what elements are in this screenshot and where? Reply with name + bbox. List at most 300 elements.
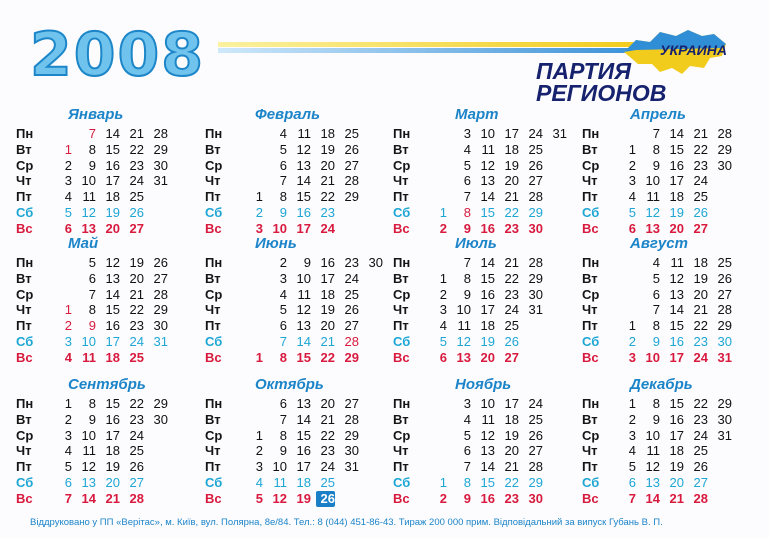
day-number: 8 [652,141,660,157]
day-number: 24 [129,427,144,443]
day-number: 12 [272,490,287,506]
day-number: 15 [296,349,311,365]
day-number: 6 [279,157,287,173]
day-number: 6 [628,475,636,490]
day-number: 1 [255,427,263,443]
weekday-label: Сб [582,205,600,220]
day-number: 5 [64,459,72,475]
day-number: 27 [528,443,543,459]
week-row [16,189,206,205]
week-row [16,334,206,350]
week-row [393,443,583,459]
weekday-label: Сб [393,205,411,220]
day-number: 16 [296,205,311,220]
day-number: 31 [552,126,567,141]
day-number: 28 [129,490,144,506]
day-number: 11 [670,255,684,270]
day-number: 10 [81,173,96,189]
day-number: 26 [316,491,335,507]
day-number: 17 [105,427,120,443]
day-number: 29 [717,141,732,157]
day-number: 6 [64,220,72,236]
day-number: 13 [296,318,311,334]
day-number: 8 [279,427,287,443]
day-number: 3 [64,427,72,443]
day-number: 29 [153,396,168,411]
day-number: 8 [652,396,660,411]
day-number: 7 [279,334,287,349]
day-number: 6 [64,475,72,490]
day-number: 7 [88,286,96,302]
week-row [16,459,206,475]
day-number: 20 [105,220,120,236]
day-number: 19 [320,302,335,318]
weekday-label: Вс [393,220,410,236]
day-number: 21 [504,189,519,205]
weekday-label: Сб [393,475,411,490]
day-number: 22 [693,141,708,157]
month-block [582,376,769,506]
month-block [16,235,206,365]
day-number: 21 [129,126,144,141]
week-row [582,428,769,444]
day-number: 27 [344,318,359,334]
day-number: 31 [717,427,732,443]
day-number: 4 [64,349,72,365]
day-number: 16 [480,490,495,506]
month-name: Май [68,235,99,252]
day-number: 24 [504,302,519,318]
day-number: 20 [480,349,495,365]
day-number: 1 [64,302,72,318]
week-row [393,271,583,287]
weekday-label: Вс [16,349,33,365]
weekday-label: Сб [205,334,223,349]
day-number: 9 [88,318,96,334]
day-number: 18 [504,411,519,427]
day-number: 19 [504,427,519,443]
day-number: 22 [504,475,519,490]
day-number: 30 [153,411,168,427]
day-number: 27 [693,220,708,236]
day-number: 4 [628,189,636,205]
day-number: 1 [628,396,636,411]
weekday-label: Вс [393,490,410,506]
day-number: 26 [693,459,708,475]
day-number: 12 [296,302,311,318]
day-number: 10 [81,427,96,443]
week-row [205,255,395,271]
day-number: 11 [82,443,96,459]
weekday-label: Вт [582,270,598,286]
weekday-label: Ср [205,157,223,173]
day-number: 12 [105,255,120,270]
day-number: 20 [320,318,335,334]
day-number: 26 [129,459,144,475]
month-block [393,376,583,506]
day-number: 17 [669,427,684,443]
weekday-label: Чт [205,302,221,318]
party-logo-text [536,60,666,104]
day-number: 19 [105,459,120,475]
weekday-label: Ср [205,286,223,302]
day-number: 21 [504,459,519,475]
day-number: 16 [320,255,335,270]
day-number: 3 [64,173,72,189]
day-number: 11 [297,286,311,302]
week-row [582,287,769,303]
day-number: 25 [344,126,359,141]
day-number: 26 [528,427,543,443]
week-row [16,475,206,491]
day-number: 2 [439,220,447,236]
weekday-label: Вс [205,490,222,506]
day-number: 9 [88,157,96,173]
day-number: 12 [456,334,471,349]
week-row [16,491,206,507]
weekday-label: Вс [205,349,222,365]
day-number: 29 [344,189,359,205]
day-number: 15 [480,475,495,490]
day-number: 19 [669,459,684,475]
weekday-label: Сб [205,205,223,220]
weekday-label: Пт [582,459,598,475]
print-info-footer: Віддруковано у ПП «Верітас», м. Київ, вул. Полярна, 8е/84. Тел.: 8 (044) 451-86-43. Тираж 200 000 прим. Відповідальний за випуск Губань В. П. [30,517,663,528]
weekday-label: Вт [582,411,598,427]
day-number: 7 [628,490,636,506]
party-name-line1: ПАРТИЯ [536,58,631,84]
month-block [582,235,769,365]
day-number: 18 [669,443,684,459]
day-number: 18 [320,286,335,302]
day-number: 17 [105,334,120,349]
day-number: 7 [652,126,660,141]
week-row [393,255,583,271]
day-number: 9 [463,490,471,506]
day-number: 4 [279,286,287,302]
weekday-label: Пт [205,189,221,205]
week-row [205,126,395,142]
day-number: 17 [296,220,311,236]
week-row [582,475,769,491]
week-row [393,126,583,142]
day-number: 11 [297,126,311,141]
day-number: 8 [88,302,96,318]
day-number: 27 [717,286,732,302]
day-number: 26 [528,157,543,173]
day-number: 23 [693,411,708,427]
day-number: 19 [504,157,519,173]
weekday-label: Вт [16,270,32,286]
day-number: 12 [480,427,495,443]
day-number: 15 [296,189,311,205]
day-number: 14 [480,459,495,475]
day-number: 25 [129,443,144,459]
day-number: 28 [344,411,359,427]
day-number: 24 [693,349,708,365]
day-number: 2 [439,490,447,506]
week-row [205,158,395,174]
day-number: 27 [504,349,519,365]
weekday-label: Пт [393,189,409,205]
day-number: 13 [480,173,495,189]
day-number: 18 [669,189,684,205]
week-row [582,255,769,271]
day-number: 16 [105,157,120,173]
day-number: 17 [320,270,335,286]
day-number: 12 [81,205,96,220]
week-row [393,428,583,444]
day-number: 28 [717,302,732,318]
day-number: 9 [88,411,96,427]
month-block [16,106,206,236]
day-number: 28 [344,173,359,189]
day-number: 25 [528,141,543,157]
day-number: 13 [669,286,684,302]
day-number: 20 [669,475,684,490]
weekday-label: Вс [582,490,599,506]
day-number: 20 [693,286,708,302]
day-number: 8 [279,189,287,205]
weekday-label: Чт [16,302,32,318]
weekday-label: Вс [582,220,599,236]
day-number: 16 [669,411,684,427]
day-number: 24 [693,427,708,443]
weekday-label: Чт [16,443,32,459]
day-number: 4 [64,443,72,459]
day-number: 10 [272,459,287,475]
weekday-label: Пт [205,318,221,334]
day-number: 25 [717,255,732,270]
day-number: 6 [88,270,96,286]
day-number: 20 [669,220,684,236]
weekday-label: Пн [16,396,34,411]
day-number: 5 [628,459,636,475]
week-row [16,271,206,287]
day-number: 22 [129,396,144,411]
weekday-label: Ср [16,427,34,443]
week-row [582,142,769,158]
weekday-label: Ср [16,286,34,302]
month-name: Апрель [630,106,686,123]
day-number: 13 [480,443,495,459]
day-number: 4 [463,141,471,157]
day-number: 15 [105,396,120,411]
day-number: 2 [64,157,72,173]
day-number: 29 [153,302,168,318]
day-number: 12 [669,270,684,286]
day-number: 13 [645,475,660,490]
day-number: 10 [456,302,471,318]
day-number: 5 [88,255,96,270]
day-number: 24 [344,270,359,286]
day-number: 24 [528,126,543,141]
day-number: 11 [457,318,471,334]
week-row [205,459,395,475]
week-row [16,350,206,366]
week-row [393,334,583,350]
week-row [205,396,395,412]
week-row [16,205,206,221]
weekday-label: Ср [393,286,411,302]
day-number: 5 [279,141,287,157]
day-number: 24 [528,396,543,411]
day-number: 26 [129,205,144,220]
day-number: 3 [439,302,447,318]
weekday-label: Сб [16,475,34,490]
week-row [16,428,206,444]
month-name: Август [630,235,688,252]
week-row [393,475,583,491]
day-number: 13 [81,475,96,490]
day-number: 22 [693,396,708,411]
day-number: 21 [320,173,335,189]
day-number: 2 [628,157,636,173]
day-number: 3 [463,396,471,411]
day-number: 20 [320,396,335,411]
day-number: 2 [628,411,636,427]
week-row [205,350,395,366]
week-row [582,302,769,318]
day-number: 7 [463,189,471,205]
day-number: 10 [272,220,287,236]
week-row [16,126,206,142]
day-number: 15 [669,141,684,157]
day-number: 11 [481,141,495,157]
day-number: 9 [279,205,287,220]
day-number: 1 [64,141,72,157]
month-block [582,106,769,236]
day-number: 23 [504,220,519,236]
weekday-label: Вт [582,141,598,157]
day-number: 8 [463,475,471,490]
week-row [582,412,769,428]
day-number: 9 [303,255,311,270]
day-number: 24 [129,173,144,189]
day-number: 17 [669,349,684,365]
day-number: 22 [320,349,335,365]
day-number: 29 [717,396,732,411]
month-name: Июль [455,235,497,252]
weekday-label: Вс [205,220,222,236]
week-row [393,350,583,366]
year-title: 2008 [30,20,205,90]
day-number: 26 [153,255,168,270]
day-number: 2 [255,205,263,220]
day-number: 14 [296,173,311,189]
day-number: 12 [480,157,495,173]
day-number: 11 [82,189,96,205]
day-number: 15 [480,270,495,286]
weekday-label: Вт [205,411,221,427]
day-number: 18 [296,475,311,490]
day-number: 16 [480,220,495,236]
day-number: 14 [296,411,311,427]
day-number: 28 [153,126,168,141]
day-number: 23 [504,286,519,302]
week-row [393,318,583,334]
week-row [205,287,395,303]
weekday-label: Чт [582,443,598,459]
day-number: 28 [693,490,708,506]
day-number: 21 [320,411,335,427]
week-row [205,491,395,507]
weekday-label: Ср [393,427,411,443]
day-number: 23 [320,205,335,220]
day-number: 29 [528,205,543,220]
weekday-label: Пн [16,255,34,270]
weekday-label: Пн [205,126,223,141]
week-row [205,475,395,491]
weekday-label: Пт [393,459,409,475]
day-number: 18 [105,349,120,365]
day-number: 28 [528,189,543,205]
weekday-label: Вт [393,411,409,427]
day-number: 25 [528,411,543,427]
month-block [16,376,206,506]
day-number: 5 [463,427,471,443]
weekday-label: Сб [393,334,411,349]
day-number: 5 [652,270,660,286]
day-number: 22 [320,189,335,205]
week-row [205,142,395,158]
weekday-label: Вт [16,141,32,157]
day-number: 26 [693,205,708,220]
day-number: 30 [368,255,383,270]
day-number: 18 [504,141,519,157]
day-number: 7 [279,173,287,189]
day-number: 15 [296,427,311,443]
day-number: 25 [693,443,708,459]
week-row [205,334,395,350]
day-number: 1 [439,475,447,490]
day-number: 14 [669,126,684,141]
weekday-label: Чт [205,443,221,459]
weekday-label: Вт [393,141,409,157]
day-number: 18 [105,443,120,459]
week-row [393,189,583,205]
weekday-label: Сб [16,205,34,220]
month-block [393,235,583,365]
day-number: 3 [463,126,471,141]
week-row [582,205,769,221]
week-row [205,428,395,444]
weekday-label: Пт [16,459,32,475]
day-number: 25 [320,475,335,490]
month-block [393,106,583,236]
week-row [393,302,583,318]
day-number: 17 [504,126,519,141]
day-number: 6 [439,349,447,365]
week-row [393,287,583,303]
weekday-label: Вт [16,411,32,427]
day-number: 1 [255,189,263,205]
day-number: 1 [628,318,636,334]
day-number: 18 [693,255,708,270]
month-name: Ноябрь [455,376,512,393]
week-row [16,255,206,271]
day-number: 17 [105,173,120,189]
day-number: 27 [344,157,359,173]
day-number: 2 [439,286,447,302]
day-number: 24 [320,220,335,236]
day-number: 24 [320,459,335,475]
week-row [16,302,206,318]
weekday-label: Пн [582,255,600,270]
day-number: 31 [153,334,168,349]
day-number: 3 [628,349,636,365]
week-row [16,158,206,174]
